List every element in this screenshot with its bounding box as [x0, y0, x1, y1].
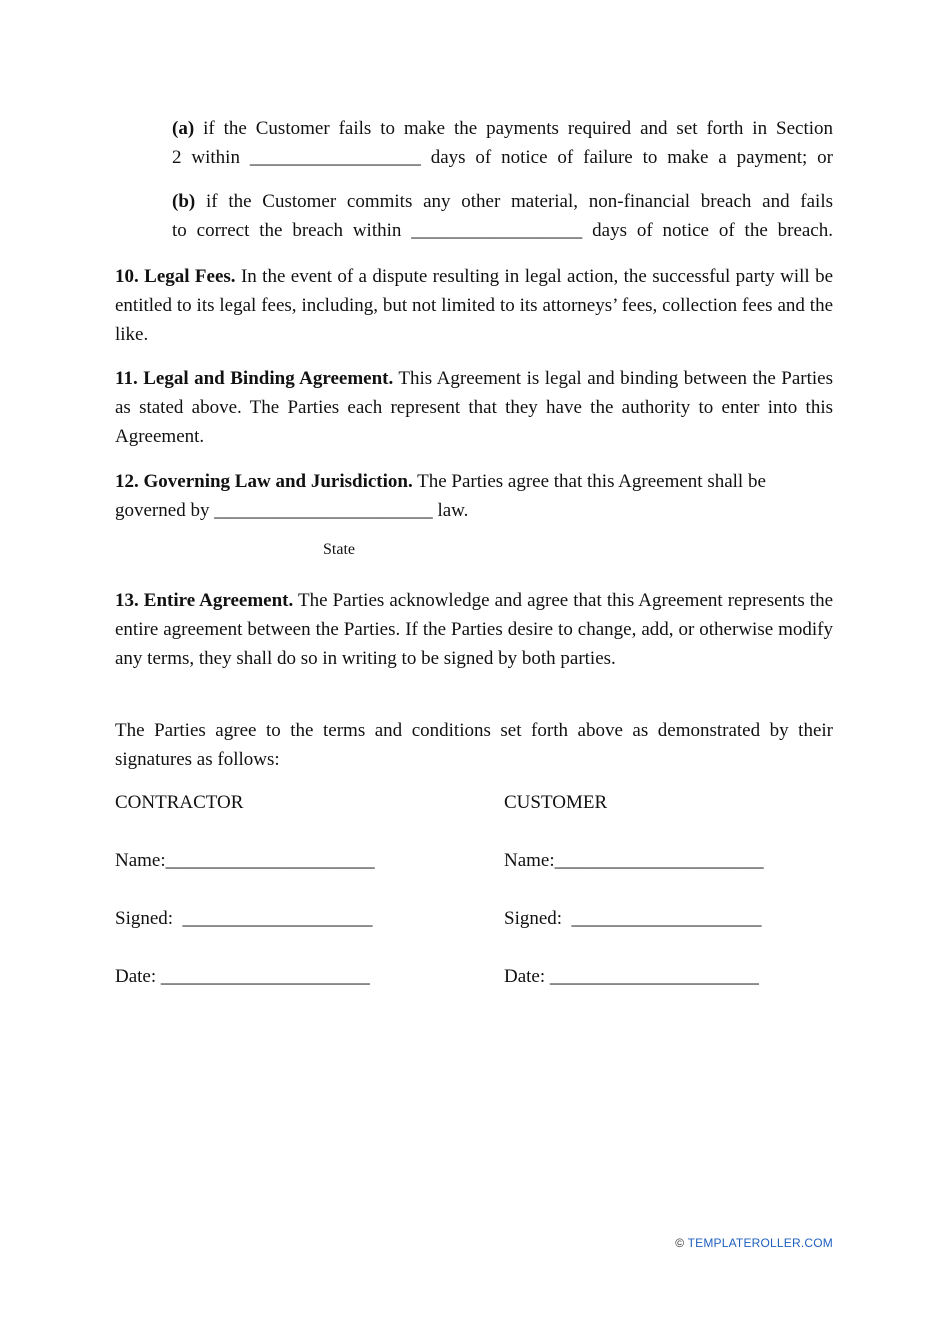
closing-paragraph: The Parties agree to the terms and conditions set forth above as demonstrated by their signatures as follows: — [115, 720, 833, 770]
customer-signed-field[interactable]: Signed: ____________________ — [504, 908, 762, 929]
clause-b — [172, 187, 833, 245]
section-11 — [115, 364, 833, 451]
contractor-name-field[interactable]: Name:______________________ — [115, 850, 375, 871]
contractor-signed-field[interactable]: Signed: ____________________ — [115, 908, 373, 929]
contractor-title: CONTRACTOR — [115, 792, 244, 813]
section-12-heading: 12. Governing Law and Jurisdiction. — [115, 471, 413, 492]
section-11-body: This Agreement is legal and binding between the Parties as stated above. The Parties each represent that they have the authority to enter into this Agreement. — [115, 368, 833, 447]
clause-a-line2: 2 within __________________ days of notice of failure to make a payment; or — [172, 147, 833, 168]
section-10-body: In the event of a dispute resulting in legal action, the successful party will be entitled to its legal fees, including, but not limited to its attorneys’ fees, collection fees and the like. — [115, 266, 833, 345]
section-12 — [115, 467, 833, 525]
section-10-heading: 10. Legal Fees. — [115, 266, 236, 287]
clause-b-label: (b) — [172, 191, 196, 212]
section-11-heading: 11. Legal and Binding Agreement. — [115, 368, 394, 389]
copyright-symbol: © — [675, 1236, 685, 1250]
section-13-heading: 13. Entire Agreement. — [115, 590, 294, 611]
customer-title: CUSTOMER — [504, 792, 608, 813]
section-12-line1 — [115, 467, 833, 496]
section-10 — [115, 262, 833, 349]
customer-name-field[interactable]: Name:______________________ — [504, 850, 764, 871]
section-13-body: The Parties acknowledge and agree that this Agreement represents the entire agreement between the Parties. If the Parties desire to change, add, or otherwise modify any terms, they shall do so in writing to be signed by both parties. — [115, 590, 834, 669]
clause-b-text: if the Customer commits any other material, non-financial breach and fails — [205, 191, 834, 212]
section-12-body-line2: governed by _______________________ law. — [115, 500, 469, 521]
state-field-caption: State — [323, 541, 355, 558]
clause-a — [172, 114, 833, 172]
clause-a-text: if the Customer fails to make the payments required and set forth in Section — [203, 118, 834, 139]
footer-watermark[interactable] — [675, 1235, 833, 1251]
contractor-date-field[interactable]: Date: ______________________ — [115, 966, 370, 987]
footer-site-link[interactable]: TEMPLATEROLLER.COM — [687, 1236, 833, 1250]
section-13 — [115, 586, 833, 673]
section-12-body-line1: The Parties agree that this Agreement shall be — [417, 471, 766, 492]
clause-b-line2: to correct the breach within __________________ days of notice of the breach. — [172, 220, 833, 241]
clause-a-label: (a) — [172, 118, 195, 139]
clause-a-line1 — [172, 114, 833, 143]
customer-date-field[interactable]: Date: ______________________ — [504, 966, 759, 987]
clause-b-line1 — [172, 187, 833, 216]
